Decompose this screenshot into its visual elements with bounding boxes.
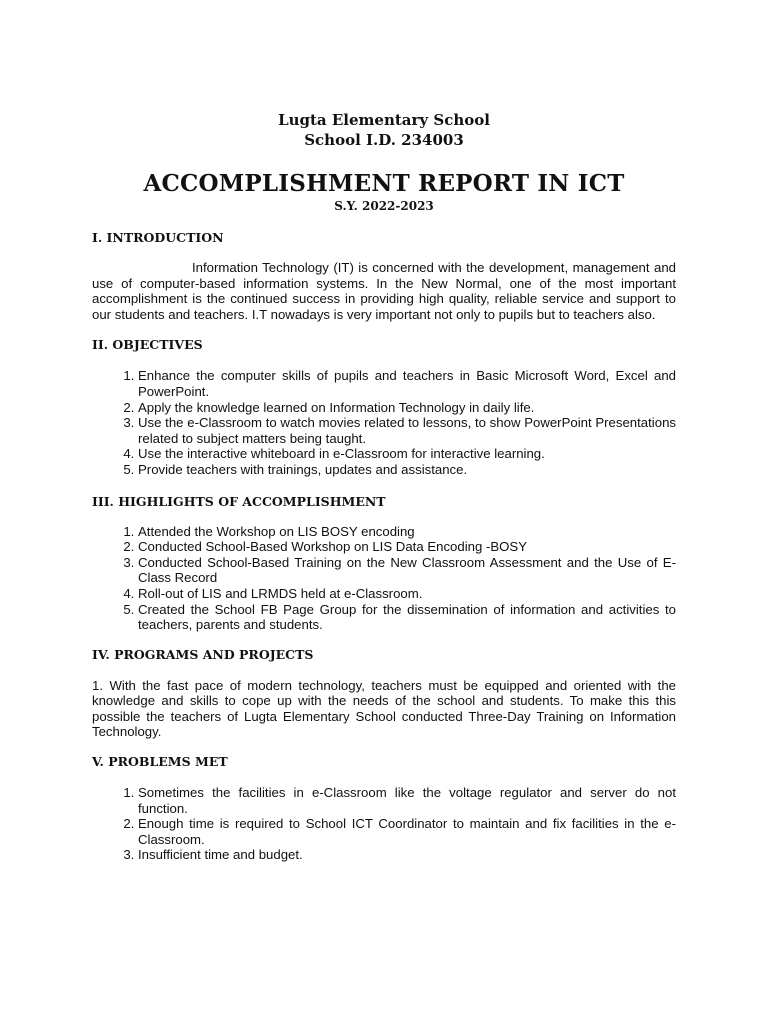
programs-text: 1. With the fast pace of modern technology, teachers must be equipped and oriented with the knowledge and skills to cope up with the needs of the school and students. To make this this possible the teachers of Lugta Elementary School conducted Three-Day Training on Information Technology. bbox=[92, 677, 676, 740]
problem-item: 2. Enough time is required to School ICT Coordinator to maintain and fix facilities in the e-Classroom. bbox=[138, 816, 676, 847]
school-id: School I.D. 234003 bbox=[304, 131, 464, 149]
objective-item: 1. Enhance the computer skills of pupils and teachers in Basic Microsoft Word, Excel and PowerPoint. bbox=[138, 368, 676, 399]
highlight-item: 3. Conducted School-Based Training on the New Classroom Assessment and the Use of E-Class Record bbox=[138, 555, 676, 586]
highlights-list bbox=[92, 524, 676, 633]
highlights-heading: III. HIGHLIGHTS OF ACCOMPLISHMENT bbox=[92, 493, 386, 509]
highlight-item: 5. Created the School FB Page Group for the dissemination of information and activities to teachers, parents and students. bbox=[138, 602, 676, 633]
objectives-list bbox=[92, 368, 676, 477]
school-year: S.Y. 2022-2023 bbox=[334, 199, 434, 213]
objective-item: 4. Use the interactive whiteboard in e-Classroom for interactive learning. bbox=[138, 446, 676, 462]
report-title: ACCOMPLISHMENT REPORT IN ICT bbox=[143, 170, 625, 197]
problems-list bbox=[92, 785, 676, 863]
highlight-item: 2. Conducted School-Based Workshop on LIS Data Encoding -BOSY bbox=[138, 539, 676, 555]
objectives-heading: II. OBJECTIVES bbox=[92, 337, 203, 353]
objective-item: 5. Provide teachers with trainings, updates and assistance. bbox=[138, 462, 676, 478]
objective-item: 2. Apply the knowledge learned on Information Technology in daily life. bbox=[138, 400, 676, 416]
introduction-text: Information Technology (IT) is concerned with the development, management and use of computer-based information systems. In the New Normal, one of the most important accomplishment is the continued success in providing high quality, reliable service and support to our students and teachers. I.T nowadays is very important not only to pupils but to teachers also. bbox=[92, 260, 676, 322]
highlight-item: 1. Attended the Workshop on LIS BOSY encoding bbox=[138, 524, 676, 540]
problems-heading: V. PROBLEMS MET bbox=[92, 754, 228, 770]
programs-heading: IV. PROGRAMS AND PROJECTS bbox=[92, 646, 314, 662]
school-name: Lugta Elementary School bbox=[278, 111, 490, 129]
objective-item: 3. Use the e-Classroom to watch movies related to lessons, to show PowerPoint Presentations related to subject matters being taught. bbox=[138, 415, 676, 446]
problem-item: 3. Insufficient time and budget. bbox=[138, 847, 676, 863]
introduction-heading: I. INTRODUCTION bbox=[92, 230, 224, 245]
problem-item: 1. Sometimes the facilities in e-Classroom like the voltage regulator and server do not function. bbox=[138, 785, 676, 816]
highlight-item: 4. Roll-out of LIS and LRMDS held at e-Classroom. bbox=[138, 586, 676, 602]
